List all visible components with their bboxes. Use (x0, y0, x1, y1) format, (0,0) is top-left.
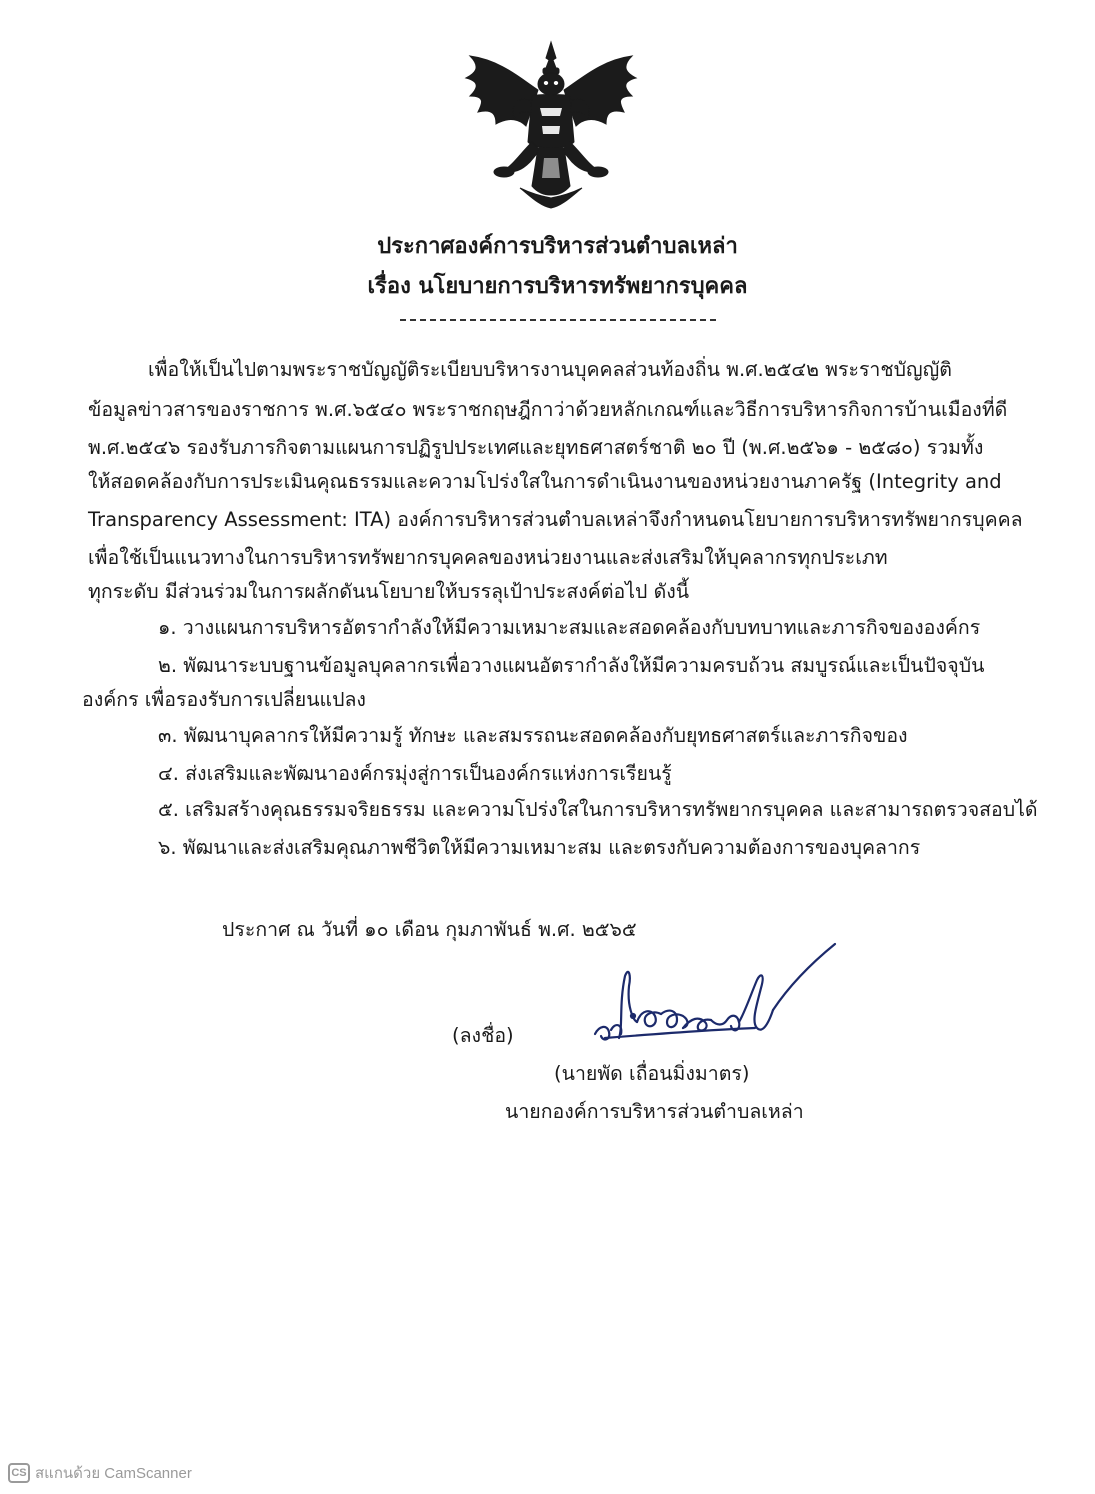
title-divider (400, 319, 716, 321)
policy-item-2-continued: องค์กร เพื่อรองรับการเปลี่ยนแปลง (82, 688, 366, 711)
policy-item-3: ๓. พัฒนาบุคลากรให้มีความรู้ ทักษะ และสมรรถนะสอดคล้องกับยุทธศาสตร์และภารกิจของ (158, 724, 908, 747)
signatory-position: นายกองค์การบริหารส่วนตำบลเหล่า (505, 1100, 804, 1123)
announce-date: ประกาศ ณ วันที่ ๑๐ เดือน กุมภาพันธ์ พ.ศ. ๒๕๖๕ (222, 918, 637, 941)
camscanner-logo-icon: CS (8, 1463, 30, 1483)
policy-item-6: ๖. พัฒนาและส่งเสริมคุณภาพชีวิตให้มีความเหมาะสม และตรงกับความต้องการของบุคลากร (158, 836, 921, 859)
garuda-emblem-icon (460, 38, 642, 210)
signatory-name: (นายพัด เถื่อนมิ่งมาตร) (554, 1062, 750, 1085)
camscanner-watermark (8, 1462, 192, 1484)
paragraph-line: พ.ศ.๒๕๔๖ รองรับภารกิจตามแผนการปฏิรูปประเทศและยุทธศาสตร์ชาติ ๒๐ ปี (พ.ศ.๒๕๖๑ - ๒๕๘๐) รวมทั้ง (88, 436, 984, 459)
handwritten-signature (585, 930, 845, 1070)
policy-item-4: ๔. ส่งเสริมและพัฒนาองค์กรมุ่งสู่การเป็นองค์กรแห่งการเรียนรู้ (158, 762, 672, 785)
paragraph-line: เพื่อใช้เป็นแนวทางในการบริหารทรัพยากรบุคคลของหน่วยงานและส่งเสริมให้บุคลากรทุกประเภท (88, 546, 888, 569)
paragraph-line: ข้อมูลข่าวสารของราชการ พ.ศ.๖๕๔๐ พระราชกฤษฎีกาว่าด้วยหลักเกณฑ์และวิธีการบริหารกิจการบ้านเมืองที่ดี (88, 398, 1008, 421)
policy-item-5: ๕. เสริมสร้างคุณธรรมจริยธรรม และความโปร่งใสในการบริหารทรัพยากรบุคคล และสามารถตรวจสอบได้ (158, 798, 1038, 821)
camscanner-text: สแกนด้วย CamScanner (35, 1465, 192, 1482)
sign-label: (ลงชื่อ) (452, 1024, 514, 1047)
paragraph-line: Transparency Assessment: ITA) องค์การบริหารส่วนตำบลเหล่าจึงกำหนดนโยบายการบริหารทรัพยากรบุคคล (88, 508, 1023, 531)
announcement-subject: เรื่อง นโยบายการบริหารทรัพยากรบุคคล (367, 274, 748, 299)
policy-item-1: ๑. วางแผนการบริหารอัตรากำลังให้มีความเหมาะสมและสอดคล้องกับบทบาทและภารกิจขององค์กร (158, 616, 981, 639)
paragraph-line: ทุกระดับ มีส่วนร่วมในการผลักดันนโยบายให้บรรลุเป้าประสงค์ต่อไป ดังนี้ (88, 580, 690, 603)
policy-item-2: ๒. พัฒนาระบบฐานข้อมูลบุคลากรเพื่อวางแผนอัตรากำลังให้มีความครบถ้วน สมบูรณ์และเป็นปัจจุบัน (158, 654, 985, 677)
announcement-title: ประกาศองค์การบริหารส่วนตำบลเหล่า (377, 234, 738, 259)
paragraph-line: ให้สอดคล้องกับการประเมินคุณธรรมและความโปร่งใสในการดำเนินงานของหน่วยงานภาครัฐ (Integrity and (88, 470, 1002, 493)
paragraph-line: เพื่อให้เป็นไปตามพระราชบัญญัติระเบียบบริหารงานบุคคลส่วนท้องถิ่น พ.ศ.๒๕๔๒ พระราชบัญญัติ (148, 358, 952, 381)
